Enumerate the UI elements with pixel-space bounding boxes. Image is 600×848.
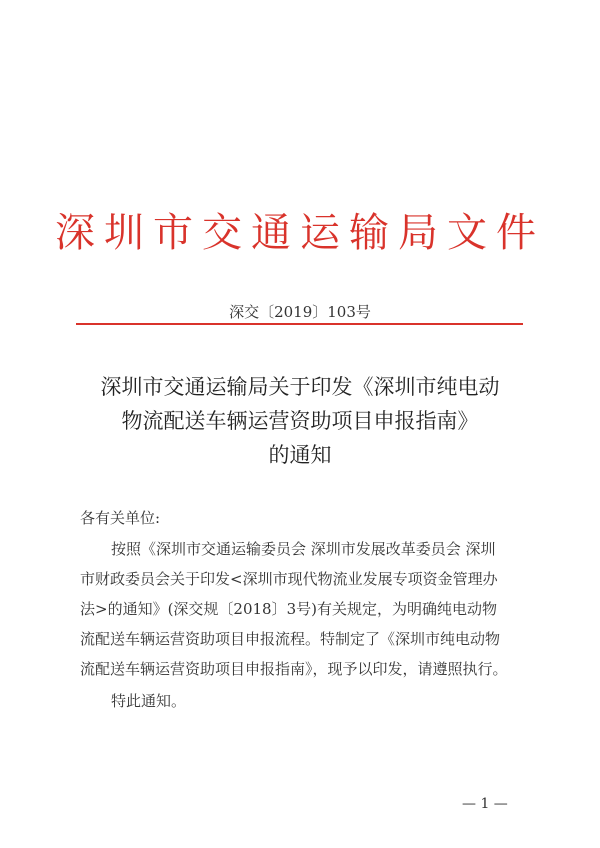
notice-title-line: 深圳市交通运输局关于印发《深圳市纯电动 xyxy=(100,375,500,399)
closing-remark xyxy=(80,686,530,716)
red-divider-line xyxy=(76,323,523,325)
notice-title-line: 物流配送车辆运营资助项目申报指南》 xyxy=(121,409,479,433)
notice-title-line: 的通知 xyxy=(268,443,332,467)
paragraph-line: 按照《深圳市交通运输委员会 深圳市发展改革委员会 深圳 xyxy=(111,540,496,558)
paragraph-line: 市财政委员会关于印发<深圳市现代物流业发展专项资金管理办 xyxy=(80,570,498,588)
paragraph-line: 流配送车辆运营资助项目申报流程。特制定了《深圳市纯电动物 xyxy=(80,630,501,648)
agency-title: 深圳市交通运输局文件 xyxy=(55,210,545,256)
document-number: 深交〔2019〕103号 xyxy=(229,303,371,321)
salutation: 各有关单位: xyxy=(80,509,161,527)
paragraph-line: 流配送车辆运营资助项目申报指南》，现予以印发，请遵照执行。 xyxy=(80,660,508,678)
closing-text: 特此通知。 xyxy=(111,692,187,710)
page-number: — 1 — xyxy=(462,796,508,812)
body-paragraph xyxy=(80,534,530,684)
notice-title xyxy=(0,370,600,472)
paragraph-line: 法>的通知》(深交规〔2018〕3号)有关规定，为明确纯电动物 xyxy=(80,600,497,618)
